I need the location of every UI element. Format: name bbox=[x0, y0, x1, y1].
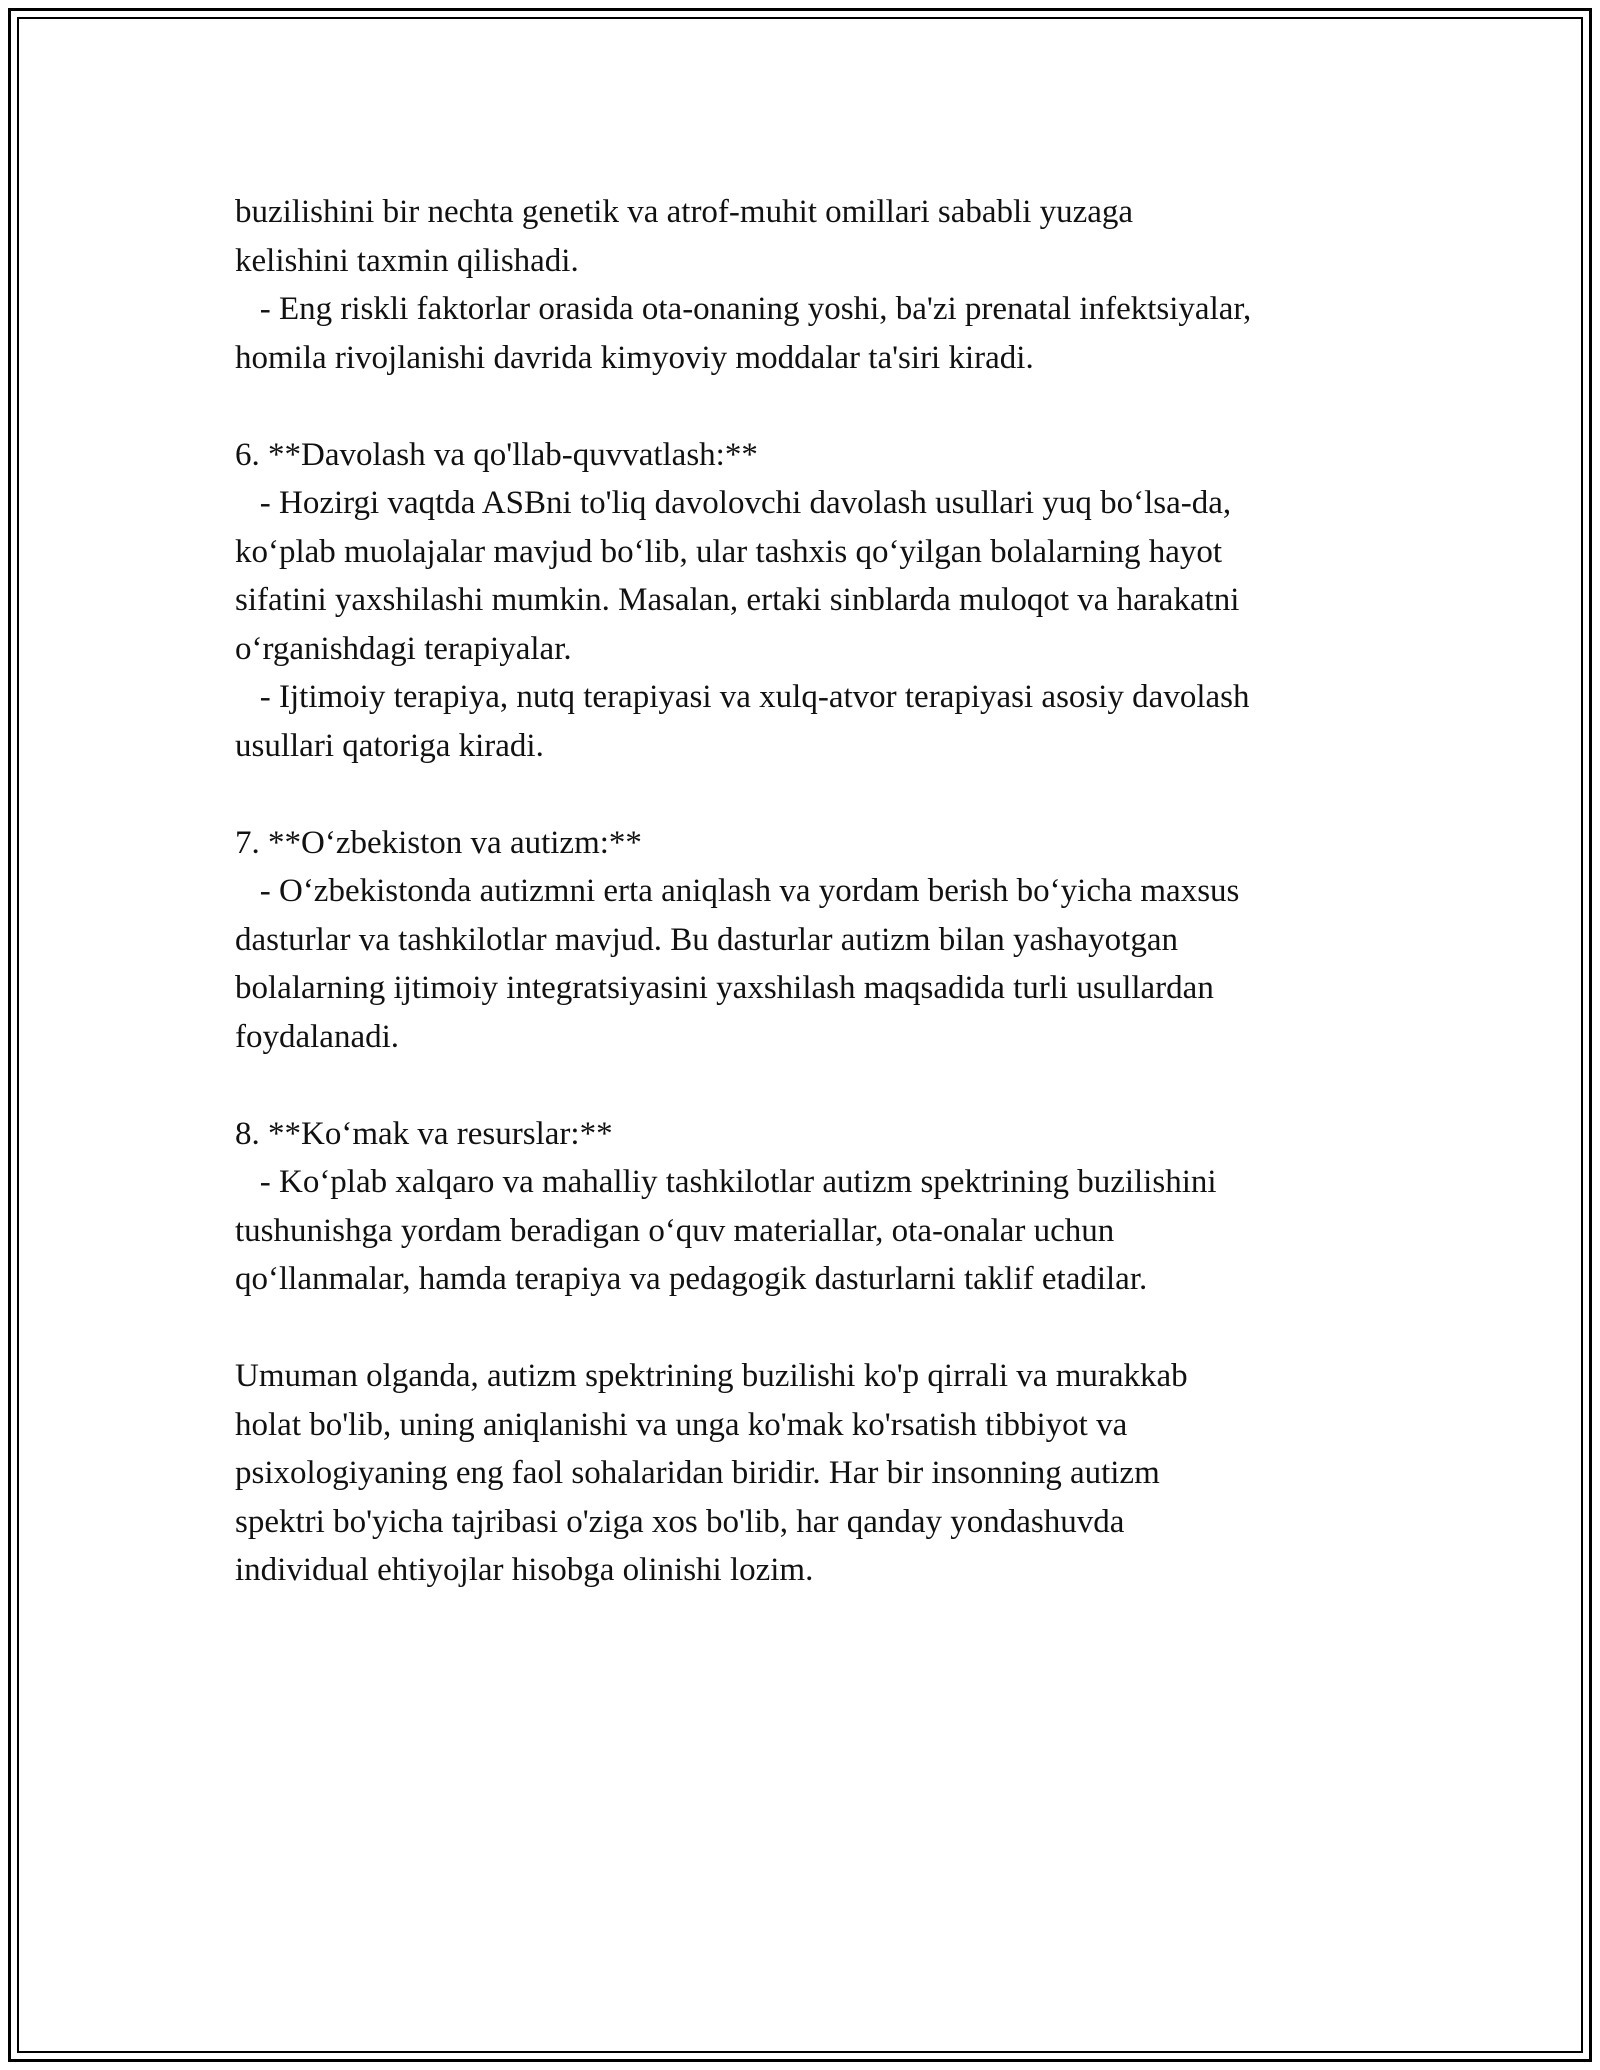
text-line: - Ijtimoiy terapiya, nutq terapiyasi va xulq-atvor terapiyasi asosiy davolash bbox=[235, 679, 1250, 715]
text-line: homila rivojlanishi davrida kimyoviy moddalar ta'siri kiradi. bbox=[235, 339, 1034, 376]
text-line: foydalanadi. bbox=[235, 1018, 400, 1055]
text-line: - Eng riskli faktorlar orasida ota-onaning yoshi, ba'zi prenatal infektsiyalar, bbox=[235, 291, 1252, 327]
paragraph-gap bbox=[235, 1304, 1385, 1353]
paragraph-gap bbox=[235, 382, 1385, 431]
conclusion-line: individual ehtiyojlar hisobga olinishi lozim. bbox=[235, 1552, 814, 1588]
conclusion-line: psixologiyaning eng faol sohalaridan biridir. Har bir insonning autizm bbox=[235, 1455, 1160, 1491]
section-heading-7: 7. **O‘zbekiston va autizm:** bbox=[235, 824, 642, 861]
text-line: kelishini taxmin qilishadi. bbox=[235, 242, 579, 279]
text-line: - O‘zbekistonda autizmni erta aniqlash va yordam berish bo‘yicha maxsus bbox=[235, 873, 1240, 909]
paragraph-gap bbox=[235, 770, 1385, 819]
section-heading-6: 6. **Davolash va qo'llab-quvvatlash:** bbox=[235, 436, 758, 473]
text-line: qo‘llanmalar, hamda terapiya va pedagogik dasturlarni taklif etadilar. bbox=[235, 1261, 1148, 1297]
conclusion-line: holat bo'lib, uning aniqlanishi va unga ko'mak ko'rsatish tibbiyot va bbox=[235, 1406, 1128, 1443]
conclusion-line: Umuman olganda, autizm spektrining buzilishi ko'p qirrali va murakkab bbox=[235, 1358, 1188, 1394]
text-line: usullari qatoriga kiradi. bbox=[235, 727, 544, 764]
document-body bbox=[235, 188, 1385, 1595]
conclusion-line: spektri bo'yicha tajribasi o'ziga xos bo'lib, har qanday yondashuvda bbox=[235, 1503, 1125, 1540]
text-line: ko‘plab muolajalar mavjud bo‘lib, ular tashxis qo‘yilgan bolalarning hayot bbox=[235, 533, 1223, 570]
text-line: buzilishini bir nechta genetik va atrof-muhit omillari sababli yuzaga bbox=[235, 194, 1134, 230]
paragraph-gap bbox=[235, 1061, 1385, 1110]
text-line: bolalarning ijtimoiy integratsiyasini yaxshilash maqsadida turli usullardan bbox=[235, 970, 1214, 1006]
text-line: - Ko‘plab xalqaro va mahalliy tashkilotlar autizm spektrining buzilishini bbox=[235, 1164, 1217, 1200]
section-heading-8: 8. **Ko‘mak va resurslar:** bbox=[235, 1115, 613, 1152]
text-line: dasturlar va tashkilotlar mavjud. Bu dasturlar autizm bilan yashayotgan bbox=[235, 921, 1178, 958]
text-line: tushunishga yordam beradigan o‘quv materiallar, ota-onalar uchun bbox=[235, 1212, 1115, 1249]
text-line: sifatini yaxshilashi mumkin. Masalan, ertaki sinblarda muloqot va harakatni bbox=[235, 582, 1240, 618]
text-line: o‘rganishdagi terapiyalar. bbox=[235, 630, 572, 667]
text-line: - Hozirgi vaqtda ASBni to'liq davolovchi davolash usullari yuq bo‘lsa-da, bbox=[235, 485, 1232, 521]
